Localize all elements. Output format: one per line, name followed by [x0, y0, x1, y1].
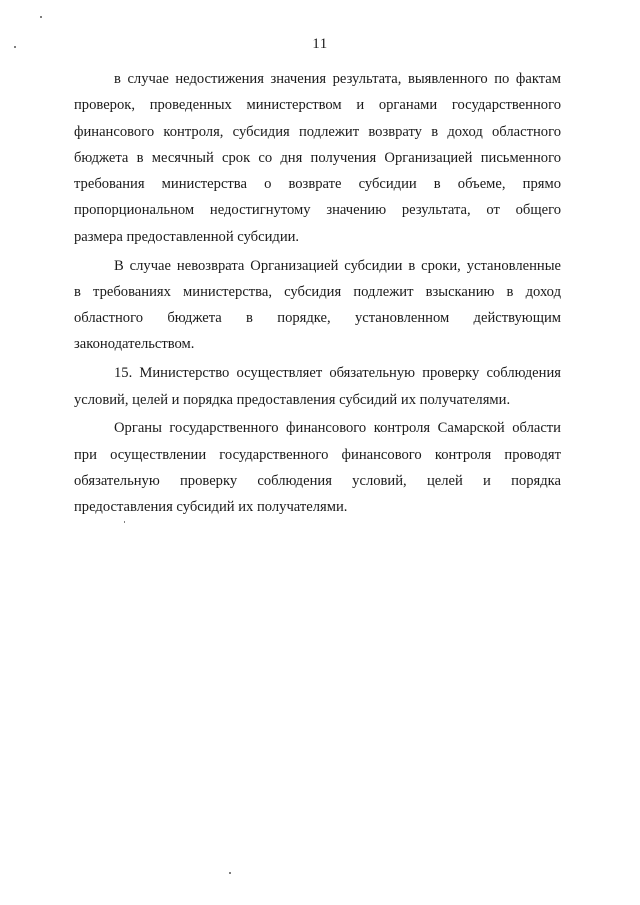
text-line: областного бюджета в порядке, установленном действующим [74, 310, 561, 327]
text-line: предоставления субсидий их получателями. [74, 499, 348, 516]
scan-speck [40, 16, 42, 18]
text-line: при осуществлении государственного финансового контроля проводят [74, 446, 561, 463]
text-line: в случае недостижения значения результата, выявленного по фактам [114, 71, 561, 87]
text-line: законодательством. [74, 336, 195, 353]
text-line: проверок, проведенных министерством и органами государственного [74, 97, 561, 114]
text-line: обязательную проверку соблюдения условий, целей и порядка [74, 472, 561, 489]
text-line: пропорциональном недостигнутому значению результата, от общего [74, 202, 561, 219]
document-body [74, 66, 561, 523]
text-line: бюджета в месячный срок со дня получения Организацией письменного [74, 149, 561, 166]
text-line: Органы государственного финансового контроля Самарской области [114, 420, 561, 437]
scan-speck [229, 872, 231, 874]
page-number: 11 [312, 36, 328, 52]
paragraph-financial-control [74, 415, 561, 520]
text-line: условий, целей и порядка предоставления субсидий их получателями. [74, 391, 511, 408]
paragraph-item-15 [74, 360, 561, 413]
text-line: В случае невозврата Организацией субсидии в сроки, установленные [114, 257, 561, 274]
paragraph-non-refund [74, 253, 561, 358]
text-line: 15. Министерство осуществляет обязательную проверку соблюдения [114, 365, 561, 382]
text-line: требования министерства о возврате субсидии в объеме, прямо [74, 176, 561, 193]
text-line: размера предоставленной субсидии. [74, 228, 300, 245]
text-line: в требованиях министерства, субсидия подлежит взысканию в доход [74, 283, 561, 300]
text-line: финансового контроля, субсидия подлежит возврату в доход областного [74, 123, 561, 140]
paragraph-refund-conditions [74, 66, 561, 250]
